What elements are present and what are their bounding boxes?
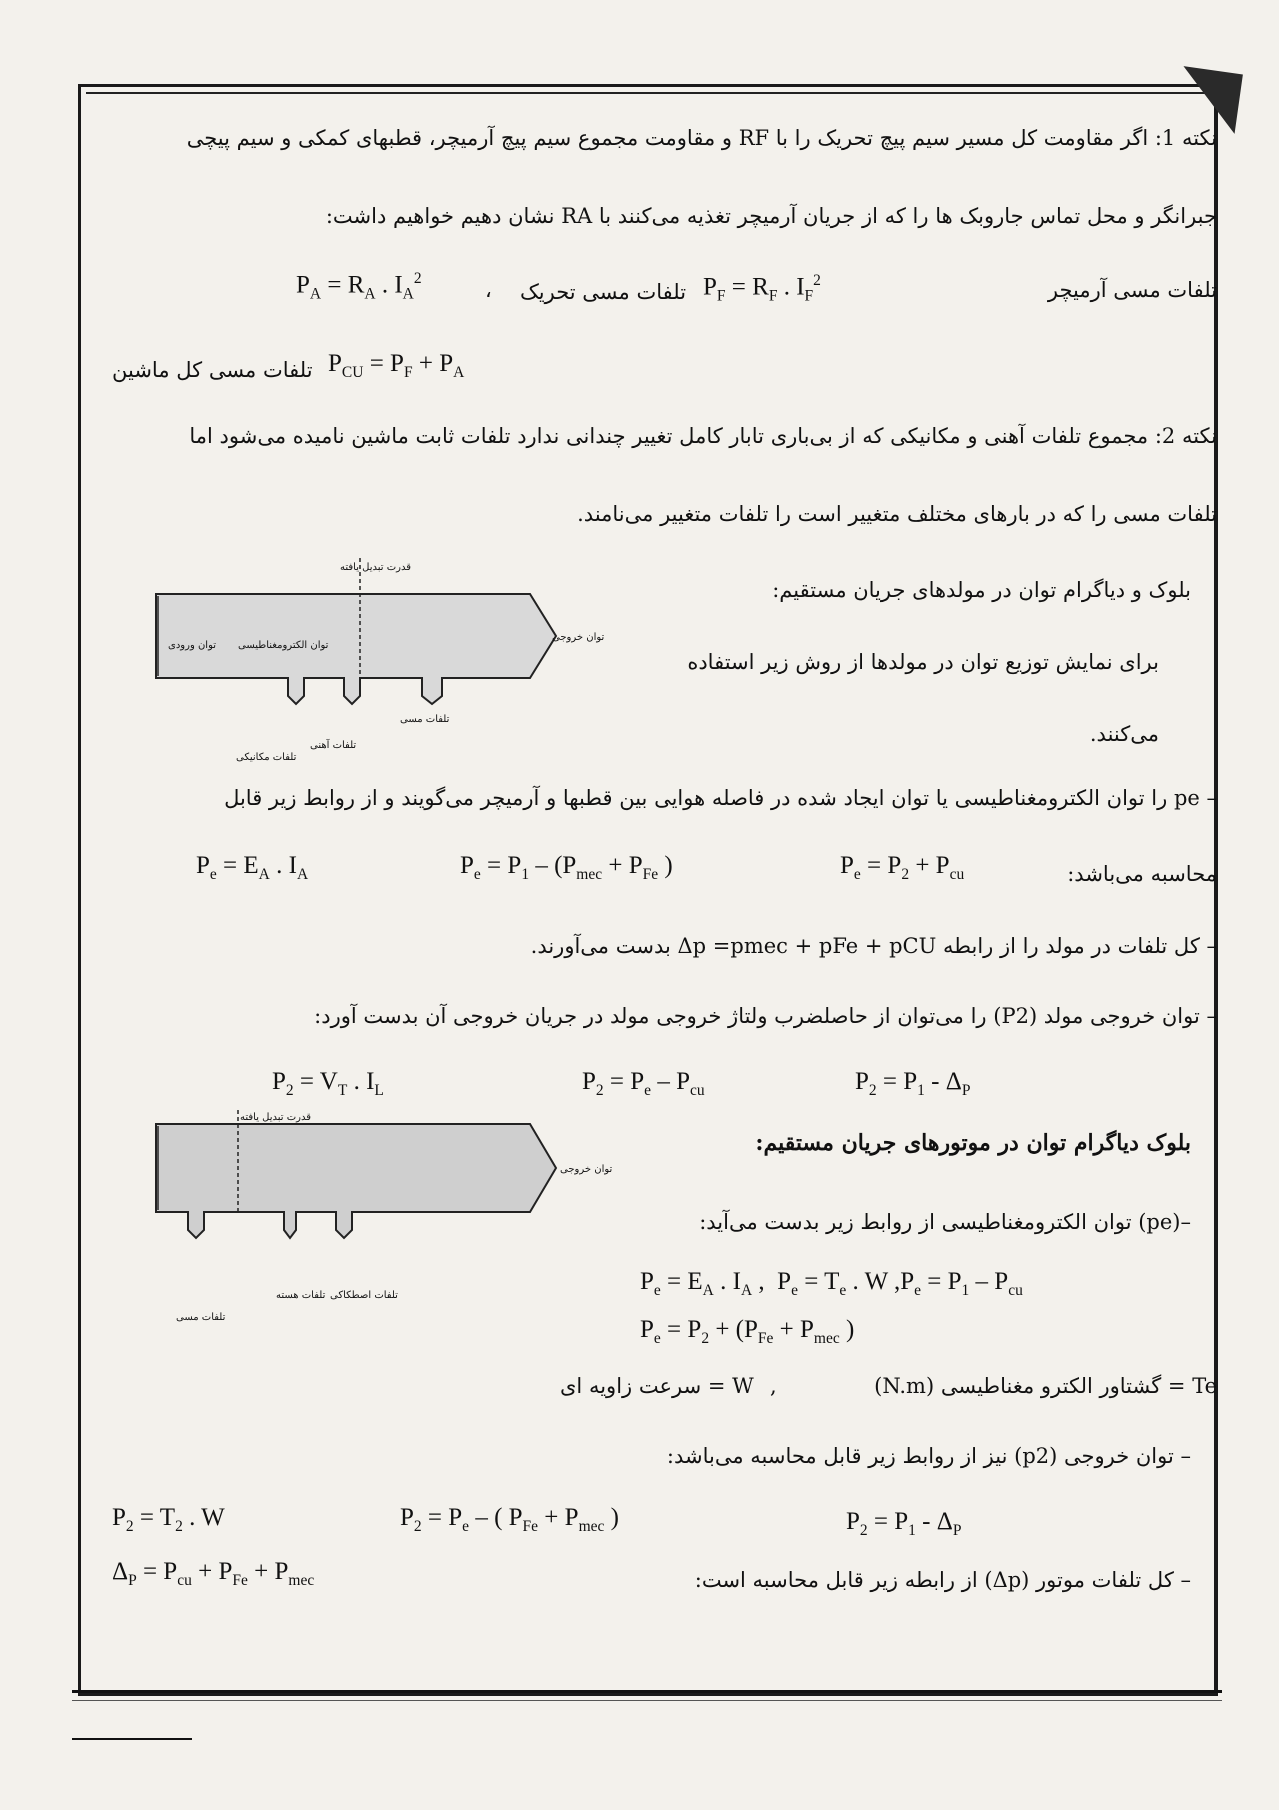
gen-input-caption: توان ورودی [168,640,217,651]
bottom-rule-3 [72,1738,192,1740]
generator-heading: بلوک و دیاگرام توان در مولدهای جریان مستقیم: [772,578,1191,602]
gen-pe-eq1: $P_e = E_A$ . $I_A$ [196,852,309,883]
total-copper-label: تلفات مسی کل ماشین [112,358,313,382]
folded-corner [1175,66,1243,134]
gen-top-caption: قدرت تبدیل یافته [340,562,412,573]
armature-loss-label: تلفات مسی آرمیچر [1047,278,1217,302]
motor-p2-def: – توان خروجی (p2) نیز از روابط زیر قابل محاسبه می‌باشد: [666,1444,1191,1468]
gen-p2-eq2: $P_2 = P_e - P_{cu}$ [582,1068,705,1099]
motor-core-caption: تلفات هسته [276,1290,326,1301]
generator-intro2: می‌کنند. [1089,722,1159,746]
motor-p2-eq2: $P_2 = P_e$ – ( $P_{Fe} + P_{mec}$ ) [400,1504,619,1535]
gen-mech-caption: تلفات مکانیکی [236,752,297,763]
top-rule [86,92,1210,94]
gen-pe-calc-label: محاسبه می‌باشد: [1067,862,1217,886]
gen-pe-eq2: $P_e = P_1 - (P_{mec} + P_{Fe}$ ) [460,852,673,883]
gen-iron-caption: تلفات آهنی [310,740,357,751]
gen-total-loss: – کل تلفات در مولد را از رابطه Δp =pmec + pFe + pCU بدست می‌آورند. [530,934,1217,958]
gen-output-def: – توان خروجی مولد (P2) را می‌توان از حاصلضرب ولتاژ خروجی مولد در جریان خروجی آن بدست آورد: [314,1004,1217,1028]
motor-pe-def: –(pe) توان الکترومغناطیسی از روابط زیر بدست می‌آید: [699,1210,1191,1234]
armature-loss-eq: $P_A = R_A$ . $I_A^2$ [296,270,422,303]
field-loss-label: تلفات مسی تحریک [520,280,687,304]
motor-copper-caption: تلفات مسی [176,1312,226,1323]
total-copper-eq: $P_{CU} = P_F + P_A$ [328,350,465,381]
motor-te-def: Te = گشتاور الکترو مغناطیسی (N.m) [874,1374,1217,1398]
gen-copper-caption: تلفات مسی [400,714,450,725]
gen-em-caption: توان الکترومغناطیسی [238,640,329,651]
motor-heading: بلوک دیاگرام توان در موتورهای جریان مستقیم: [755,1130,1191,1156]
motor-pe-eq-line2: $P_e = P_2 + (P_{Fe} + P_{mec}$ ) [640,1316,855,1347]
motor-loss-eq: $\Delta_P = P_{cu} + P_{Fe} + P_{mec}$ [112,1558,315,1589]
note2-line2: تلفات مسی را که در بارهای مختلف متغییر است را تلفات متغییر می‌نامند. [577,502,1217,526]
motor-loss-def: – کل تلفات موتور (Δp) از رابطه زیر قابل محاسبه است: [694,1568,1191,1592]
motor-output-caption: توان خروجی [560,1164,613,1175]
motor-pe-eq-line1: $P_e = E_A$ . $I_A$ , $P_e = T_e$ . W $,P_e = P_1 - P_{cu}$ [640,1268,1023,1299]
note1-line1: نکته 1: اگر مقاومت کل مسیر سیم پیچ تحریک را با RF و مقاومت مجموع سیم پیچ آرمیچر، قطبهای کمکی و سیم پیچی [186,126,1217,150]
motor-w-def: W = سرعت زاویه ای [560,1374,754,1398]
generator-pe-def: – pe را توان الکترومغناطیسی یا توان ایجاد شده در فاصله هوایی بین قطبها و آرمیچر می‌گویند و از روابط زیر قابل [224,786,1217,810]
note1-line2: جبرانگر و محل تماس جاروبک ها را که از جریان آرمیچر تغذیه می‌کنند با RA نشان دهیم خواهیم داشت: [325,204,1217,228]
note2-line1: نکته 2: مجموع تلفات آهنی و مکانیکی که از بی‌باری تابار کامل تغییر چندانی ندارد تلفات ثابت ماشین نامیده می‌شود اما [189,424,1217,448]
gen-output-caption: توان خروجی [552,632,605,643]
field-loss-eq: $P_F = R_F$ . $I_F^2$ [703,272,821,305]
motor-friction-caption: تلفات اصطکاکی [330,1290,398,1301]
gen-p2-eq3: $P_2 = P_1 - \Delta_P$ [855,1068,971,1099]
bottom-rule-1 [72,1690,1222,1693]
motor-top-caption: قدرت تبدیل یافته [240,1112,312,1123]
motor-p2-eq3: $P_2 = P_1 - \Delta_P$ [846,1508,962,1539]
motor-p2-eq1: $P_2 = T_2$ . W [112,1504,225,1535]
comma-sep: ، [485,278,492,302]
bottom-rule-2 [72,1700,1222,1701]
motor-comma: , [770,1374,777,1398]
gen-p2-eq1: $P_2 = V_T$ . $I_L$ [272,1068,384,1099]
generator-intro1: برای نمایش توزیع توان در مولدها از روش زیر استفاده [687,650,1159,674]
motor-flow-arrow [156,1124,556,1238]
gen-pe-eq3: $P_e = P_2 + P_{cu}$ [840,852,965,883]
